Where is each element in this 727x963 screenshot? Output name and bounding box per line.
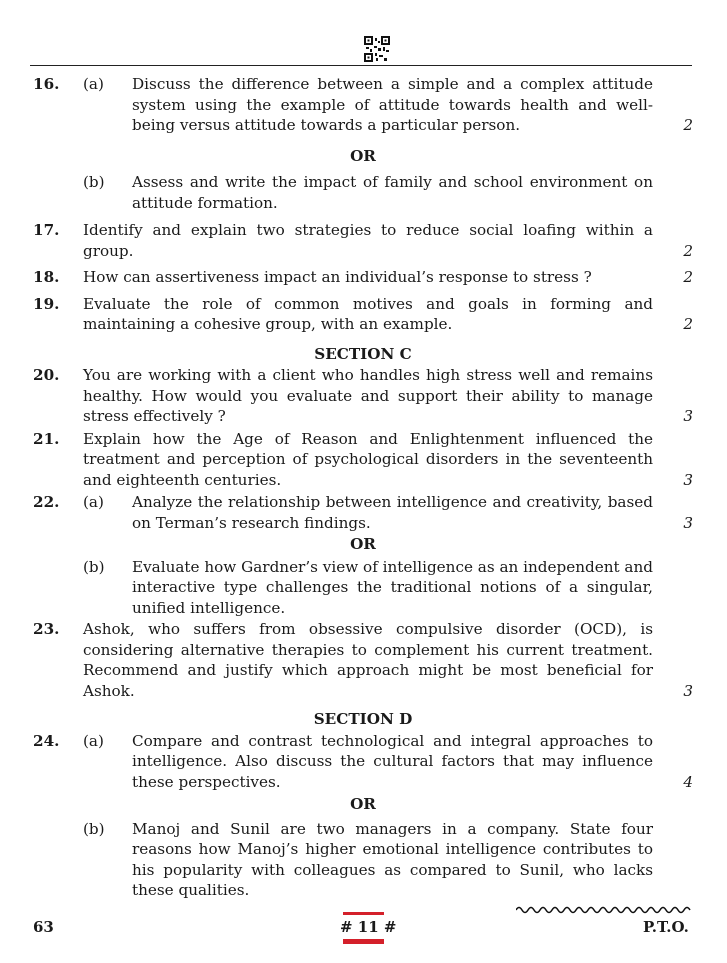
or-divider: OR <box>350 146 376 165</box>
marks: 3 <box>683 681 693 700</box>
question-number: 18. <box>33 268 60 286</box>
question-22b <box>33 557 693 619</box>
question-22a <box>33 492 693 533</box>
question-21 <box>33 429 693 491</box>
question-text-content: Compare and contrast technological and integral approaches to intelligence. Also discuss the cultural factors that may influence these perspectives. <box>132 731 653 791</box>
marks: 3 <box>683 470 693 489</box>
question-18 <box>33 267 693 288</box>
question-text <box>83 267 693 288</box>
question-text-content: Explain how the Age of Reason and Enlightenment influenced the treatment and perception of psychological disorders in the seventeenth and eighteenth centuries. <box>83 429 653 489</box>
marks: 2 <box>683 315 693 333</box>
question-number: 24. <box>33 731 60 750</box>
question-text: Assess and write the impact of family and school environment on attitude formation. <box>132 173 653 212</box>
marks: 3 <box>683 407 693 425</box>
or-divider: OR <box>350 535 376 553</box>
sub-label: (b) <box>83 173 105 191</box>
marks: 4 <box>683 772 693 791</box>
question-number: 17. <box>33 221 60 239</box>
question-number: 22. <box>33 493 60 511</box>
question-24a <box>33 731 693 793</box>
question-text <box>83 220 693 261</box>
question-19 <box>33 294 693 335</box>
marks: 2 <box>683 241 693 260</box>
or-divider: OR <box>350 795 376 813</box>
section-c-heading: SECTION C <box>314 344 412 363</box>
question-text <box>83 294 693 335</box>
question-text <box>83 429 693 491</box>
sub-label: (b) <box>83 819 105 838</box>
question-24b <box>33 819 693 901</box>
qr-code-icon <box>364 36 390 62</box>
question-number: 21. <box>33 429 60 448</box>
question-list <box>33 70 693 901</box>
question-text-content: Discuss the difference between a simple and a complex attitude system using the example of attitude towards health and well-being versus attitude towards a particular person. <box>132 75 653 134</box>
question-number: 20. <box>33 366 60 384</box>
page-number-top-bar <box>343 912 384 915</box>
sub-label: (a) <box>83 493 104 511</box>
marks: 3 <box>683 513 693 532</box>
question-text-content: Analyze the relationship between intelligence and creativity, based on Terman’s research findings. <box>132 493 653 532</box>
question-number: 16. <box>33 75 60 93</box>
question-23 <box>33 619 693 701</box>
page-footer <box>0 910 727 950</box>
question-text: Evaluate how Gardner’s view of intelligence as an independent and interactive type challenges the traditional notions of a singular, unified intelligence. <box>132 557 653 617</box>
question-20 <box>33 365 693 427</box>
question-17 <box>33 220 693 261</box>
question-text: Manoj and Sunil are two managers in a company. State four reasons how Manoj’s higher emotional intelligence contributes to his popularity with colleagues as compared to Sunil, who lacks these qualities. <box>132 819 653 899</box>
question-text-content: Ashok, who suffers from obsessive compulsive disorder (OCD), is considering alternative therapies to complement his current treatment. Recommend and justify which approach might be most beneficial for Ashok. <box>83 620 653 700</box>
wavy-line-decoration <box>516 904 692 916</box>
sub-label: (a) <box>83 731 104 750</box>
pto-label: P.T.O. <box>643 918 689 936</box>
question-16a <box>33 74 693 136</box>
question-text-content: Evaluate the role of common motives and goals in forming and maintaining a cohesive group, with an example. <box>83 294 653 333</box>
question-text <box>132 731 693 793</box>
question-text-content: You are working with a client who handles high stress well and remains healthy. How would you evaluate and support their ability to manage stress effectively ? <box>83 366 653 425</box>
paper-code: 63 <box>33 918 54 936</box>
marks: 2 <box>683 116 693 134</box>
sub-label: (a) <box>83 75 104 93</box>
top-rule <box>30 65 692 66</box>
marks: 2 <box>683 268 693 286</box>
question-text <box>132 74 693 136</box>
question-text <box>132 492 693 533</box>
question-number: 19. <box>33 294 60 313</box>
question-text-content: Identify and explain two strategies to reduce social loafing within a group. <box>83 221 653 260</box>
page-number-bottom-bar <box>343 939 384 944</box>
question-text <box>83 365 693 427</box>
question-text <box>83 619 693 701</box>
question-16b <box>33 172 693 213</box>
question-number: 23. <box>33 620 60 638</box>
sub-label: (b) <box>83 557 105 576</box>
question-text-content: How can assertiveness impact an individual’s response to stress ? <box>83 268 592 286</box>
page-number: # 11 # <box>340 918 397 936</box>
section-d-heading: SECTION D <box>313 710 413 728</box>
